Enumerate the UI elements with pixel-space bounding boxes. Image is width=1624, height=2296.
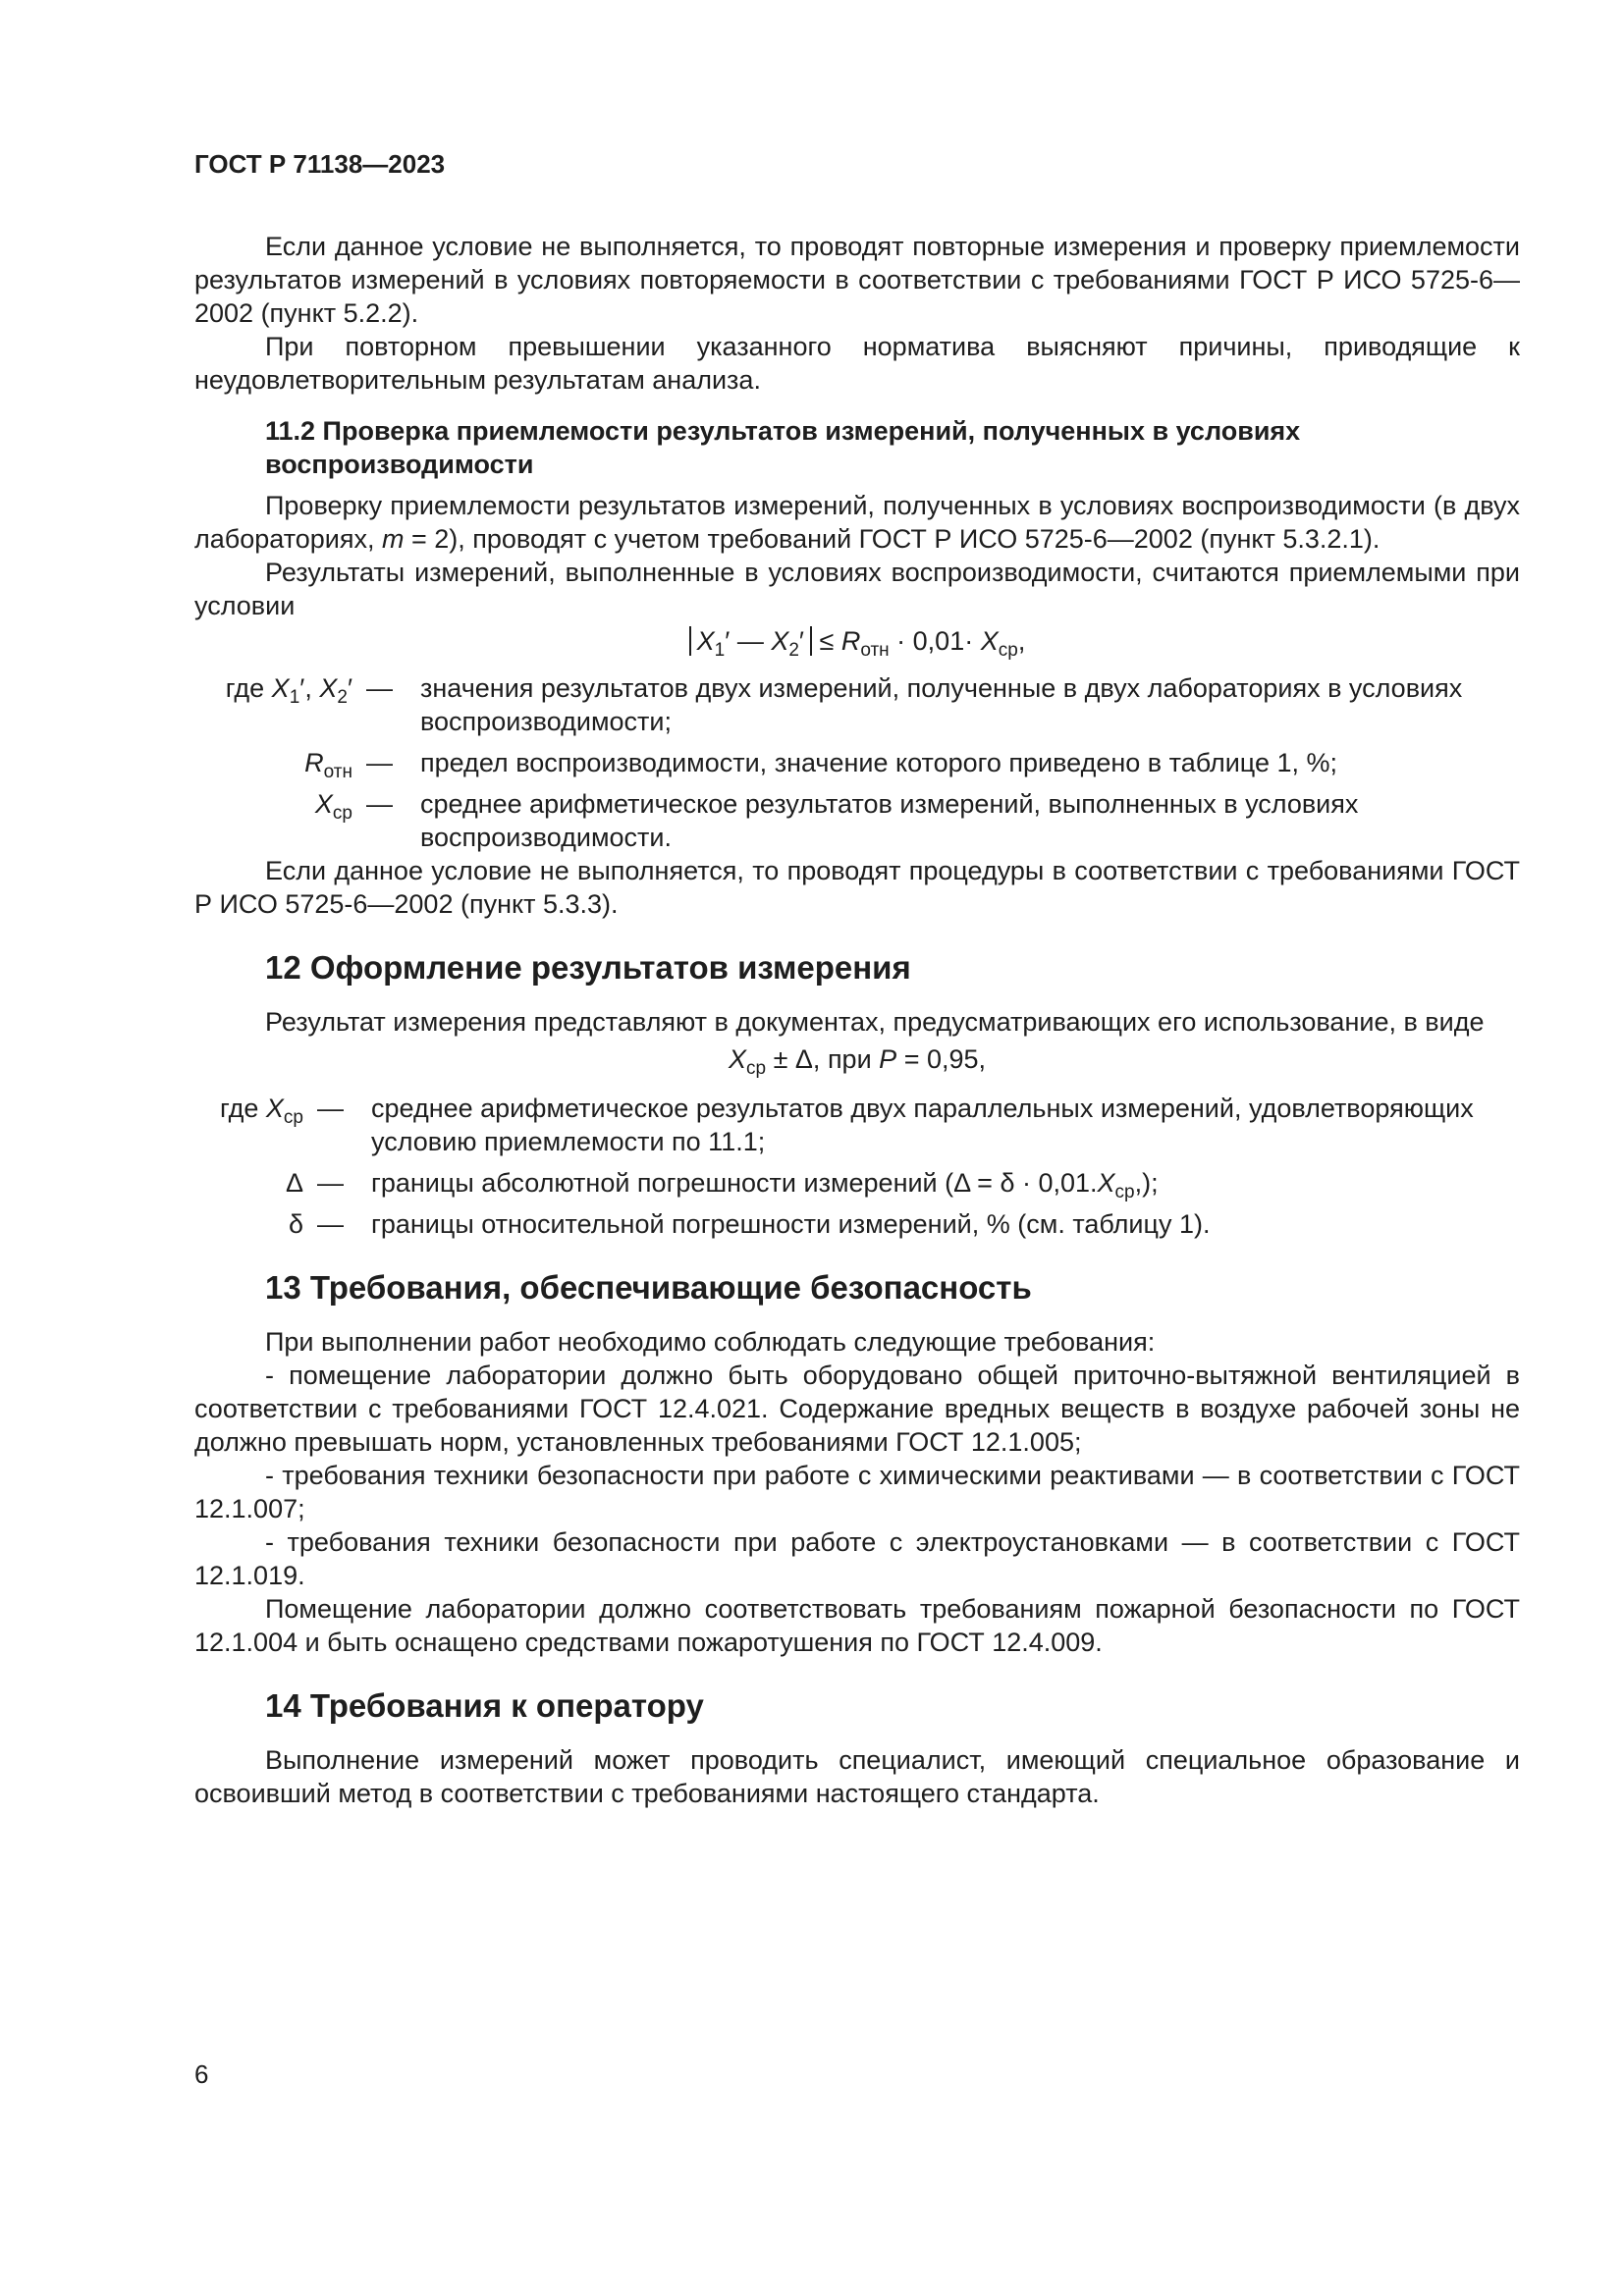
- paragraph: Если данное условие не выполняется, то проводят процедуры в соответствии с требованиями ГОСТ Р ИСО 5725-6—2002 (пункт 5.3.3).: [194, 856, 1520, 919]
- paragraph: - помещение лаборатории должно быть оборудовано общей приточно-вытяжной вентиляцией в соответствии с требованиями ГОСТ 12.4.021. Содержание вредных веществ в воздухе рабочей зоны не должно превышать норм, установленных требованиями ГОСТ 12.1.005;: [194, 1361, 1520, 1457]
- var-m: m: [382, 524, 405, 554]
- page-number: 6: [194, 2059, 209, 2089]
- document-header: ГОСТ Р 71138—2023: [194, 149, 446, 179]
- paragraph: Результаты измерений, выполненные в условиях воспроизводимости, считаются приемлемыми при условии: [194, 558, 1520, 620]
- paragraph: Если данное условие не выполняется, то проводят повторные измерения и проверку приемлемости результатов измерений в условиях повторяемости в соответствии с требованиями ГОСТ Р ИСО 5725-6—2002 (пункт 5.2.2).: [194, 232, 1520, 328]
- where-list-12: [194, 1092, 1520, 1241]
- paragraph: - требования техники безопасности при работе с химическими реактивами — в соответствии с ГОСТ 12.1.007;: [194, 1461, 1520, 1523]
- page-body: [194, 147, 1520, 1810]
- where-item: δ — границы относительной погрешности измерений, % (см. таблицу 1).: [288, 1209, 1211, 1239]
- paragraph: - требования техники безопасности при работе с электроустановками — в соответствии с ГОСТ 12.1.019.: [194, 1527, 1520, 1590]
- paragraph: Результат измерения представляют в документах, предусматривающих его использование, в виде: [265, 1007, 1485, 1037]
- section-12-title: 12 Оформление результатов измерения: [265, 949, 911, 986]
- paragraph: Помещение лаборатории должно соответствовать требованиям пожарной безопасности по ГОСТ 12.1.004 и быть оснащено средствами пожаротушения по ГОСТ 12.4.009.: [194, 1594, 1520, 1657]
- where-item: Δ — границы абсолютной погрешности измерений $(\Delta = \delta \cdot 0,01.X_{ср},)$;: [285, 1168, 1159, 1202]
- formula-result: $X_{ср} \pm \Delta$, при P = 0,95,: [728, 1044, 987, 1079]
- paragraph: Выполнение измерений может проводить специалист, имеющий специальное образование и освоивший метод в соответствии с требованиями настоящего стандарта.: [194, 1745, 1520, 1808]
- where-item: $R_{отн}$ — предел воспроизводимости, значение которого приведено в таблице 1, %;: [304, 748, 1338, 782]
- paragraph: При повторном превышении указанного норматива выясняют причины, приводящие к неудовлетворительным результатам анализа.: [194, 332, 1520, 395]
- formula-reproducibility: $X_1'$ — $X_2' \le R_{отн} \cdot 0,01\cdot X_{ср}$,: [194, 624, 1520, 658]
- where-item: где $X_1'$, $X_2'$ — значения результатов двух измерений, полученные в двух лабораториях в условиях воспроизводимости;: [225, 673, 1463, 736]
- where-list-11-2: [194, 671, 1520, 854]
- abs-value: $X_1'$ — $X_2'$: [689, 626, 812, 656]
- section-14-title: 14 Требования к оператору: [265, 1687, 704, 1724]
- where-item: $X_{ср}$ — среднее арифметическое результатов измерений, выполненных в условиях воспроизводимости.: [314, 789, 1359, 852]
- section-13-title: 13 Требования, обеспечивающие безопасность: [265, 1269, 1032, 1306]
- where-item: где $X_{ср}$ — среднее арифметическое результатов двух параллельных измерений, удовлетворяющих условию приемлемости по 11.1;: [219, 1094, 1474, 1156]
- section-11-2-title: 11.2 Проверка приемлемости результатов измерений, полученных в условиях воспроизводимости: [265, 416, 1301, 479]
- paragraph: При выполнении работ необходимо соблюдать следующие требования:: [265, 1327, 1156, 1357]
- paragraph: Проверку приемлемости результатов измерений, полученных в условиях воспроизводимости (в двух лабораториях, m = 2), проводят с учетом требований ГОСТ Р ИСО 5725-6—2002 (пункт 5.3.2.1).: [194, 491, 1520, 554]
